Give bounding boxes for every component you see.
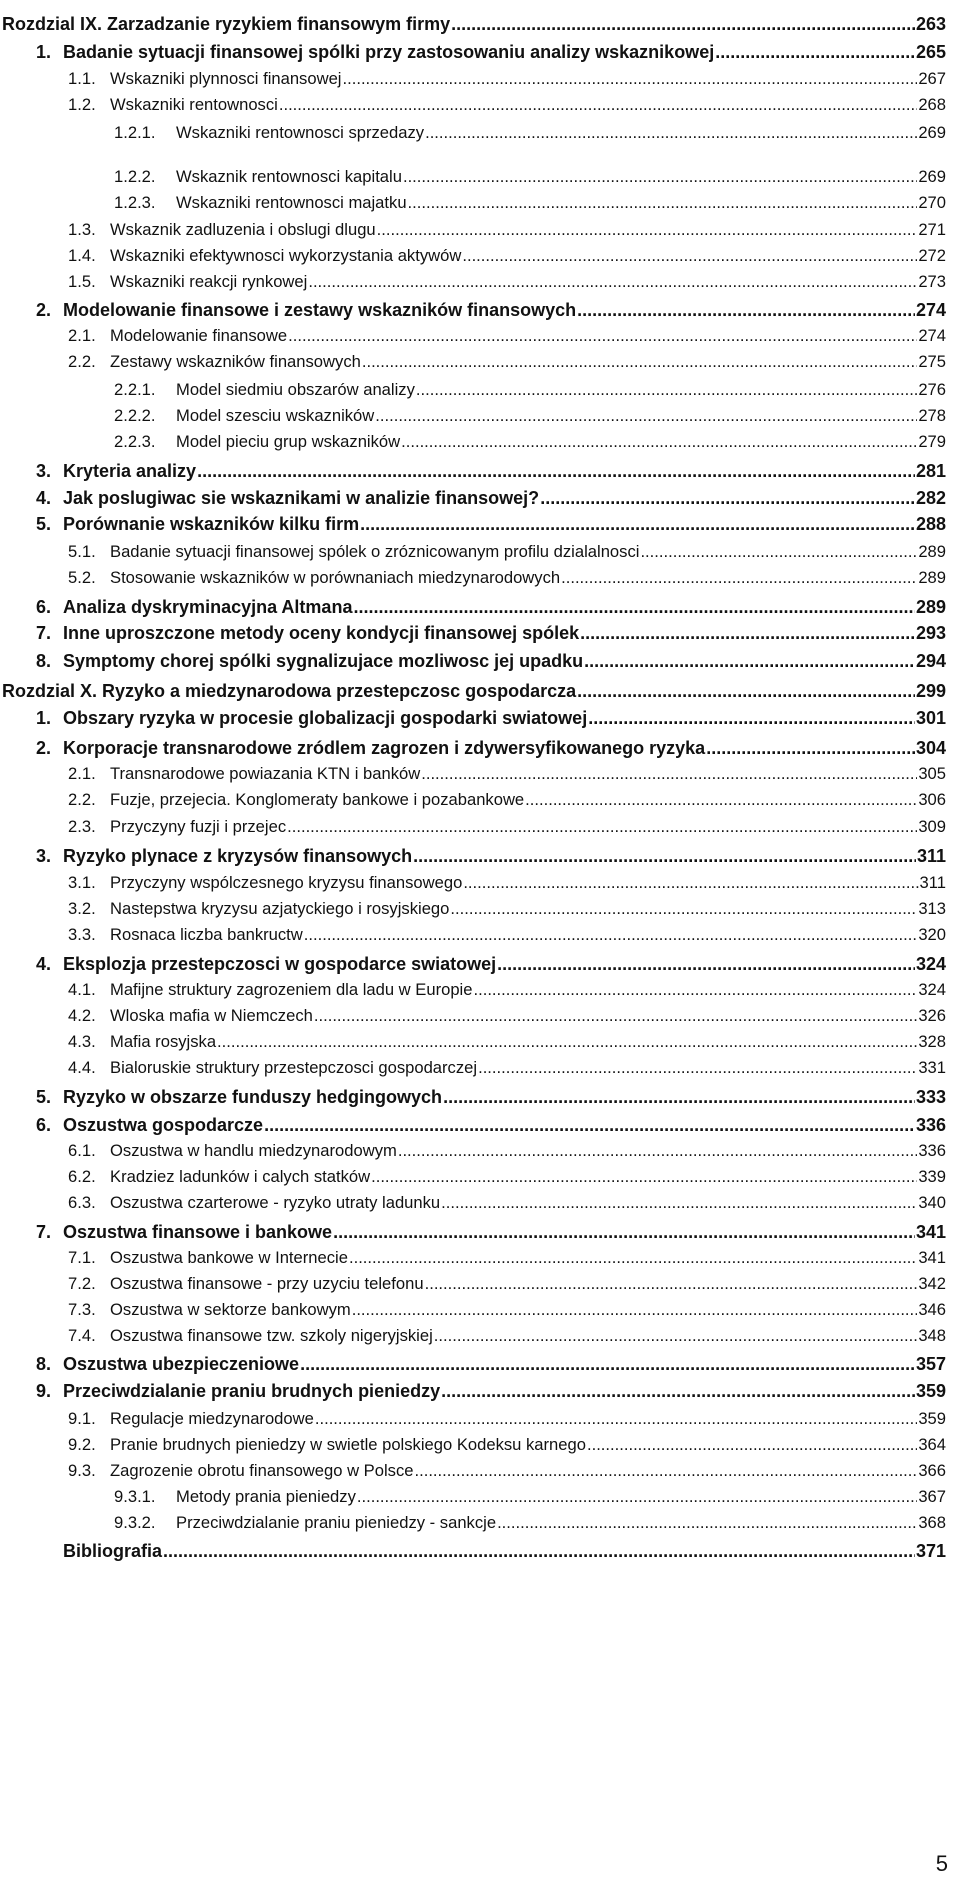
toc-entry (114, 432, 946, 458)
toc-entry (68, 326, 946, 352)
toc-entry-page: 346 (918, 1300, 946, 1319)
toc-entry (114, 1513, 946, 1539)
toc-entry-page: 263 (915, 14, 946, 34)
toc-entry-title: Porównanie wskazników kilku firm (63, 514, 360, 534)
toc-entry (68, 1435, 946, 1461)
toc-entry (68, 764, 946, 790)
toc-entry-page: 265 (915, 42, 946, 62)
dot-leader (441, 1193, 917, 1213)
toc-entry (68, 980, 946, 1006)
toc-entry (114, 1487, 946, 1513)
toc-entry-page: 371 (915, 1541, 946, 1561)
toc-entry (36, 708, 946, 734)
toc-entry-title: Regulacje miedzynarodowe (110, 1409, 314, 1428)
dot-leader (497, 954, 915, 975)
toc-entry (36, 651, 946, 677)
toc-entry-number: 3.2. (68, 899, 96, 918)
toc-entry-title: Ryzyko w obszarze funduszy hedgingowych (63, 1087, 443, 1107)
toc-entry-page: 341 (915, 1222, 946, 1242)
dot-leader (473, 980, 917, 1000)
toc-entry-number: 4.4. (68, 1058, 96, 1077)
toc-entry (114, 406, 946, 432)
dot-leader (451, 14, 915, 35)
toc-entry-page: 368 (918, 1513, 946, 1532)
toc-entry-number: 7.3. (68, 1300, 96, 1319)
toc-entry-number: 7.4. (68, 1326, 96, 1345)
toc-entry-page: 331 (918, 1058, 946, 1077)
toc-entry-page: 311 (919, 873, 946, 892)
toc-entry-page: 276 (918, 380, 946, 399)
toc-entry-title: Rozdzial IX. Zarzadzanie ryzykiem finansowym firmy (2, 14, 451, 34)
toc-entry (68, 568, 946, 594)
toc-entry-page: 366 (918, 1461, 946, 1480)
dot-leader (349, 1248, 917, 1268)
toc-entry-page: 299 (915, 681, 946, 701)
toc-entry (68, 1032, 946, 1058)
toc-entry-title: Przeciwdzialanie praniu brudnych pieniedzy (63, 1381, 441, 1401)
dot-leader (413, 846, 916, 867)
toc-entry-number: 7.2. (68, 1274, 96, 1293)
toc-entry (36, 738, 946, 764)
toc-entry (68, 1193, 946, 1219)
toc-entry-page: 313 (918, 899, 946, 918)
dot-leader (398, 1141, 917, 1161)
toc-entry (68, 1248, 946, 1274)
toc-entry-title: Model siedmiu obszarów analizy (176, 380, 415, 399)
toc-entry-page: 340 (918, 1193, 946, 1212)
dot-leader (416, 380, 917, 400)
toc-entry-title: Rosnaca liczba bankructw (110, 925, 303, 944)
toc-entry-number: 1.2. (68, 95, 96, 114)
toc-entry-number: 5.1. (68, 542, 96, 561)
dot-leader (497, 1513, 917, 1533)
toc-entry-title: Wskazniki rentownosci majatku (176, 193, 407, 212)
toc-entry-number: 9.1. (68, 1409, 96, 1428)
dot-leader (401, 432, 917, 452)
toc-entry-title: Wskazniki rentownosci sprzedazy (176, 123, 425, 142)
toc-entry (68, 1167, 946, 1193)
toc-entry-number: 9. (36, 1381, 52, 1401)
toc-entry-page: 364 (918, 1435, 946, 1454)
toc-entry (68, 246, 946, 272)
toc-entry (68, 95, 946, 121)
toc-entry-page: 336 (918, 1141, 946, 1160)
toc-entry (68, 1006, 946, 1032)
toc-entry (68, 272, 946, 298)
toc-entry-title: Mafia rosyjska (110, 1032, 217, 1051)
toc-entry (68, 220, 946, 246)
toc-entry-title: Analiza dyskryminacyjna Altmana (63, 597, 353, 617)
toc-entry-page: 341 (918, 1248, 946, 1267)
dot-leader (463, 873, 918, 893)
toc-entry-title: Ryzyko plynace z kryzysów finansowych (63, 846, 413, 866)
toc-entry-title: Wskazniki efektywnosci wykorzystania aktywów (110, 246, 462, 265)
toc-entry-page: 306 (918, 790, 946, 809)
toc-entry-page: 289 (918, 542, 946, 561)
dot-leader (434, 1326, 918, 1346)
dot-leader (360, 514, 915, 535)
toc-entry (36, 514, 946, 540)
toc-entry-page: 278 (918, 406, 946, 425)
toc-entry-number: 5. (36, 1087, 52, 1107)
toc-entry-page: 324 (915, 954, 946, 974)
toc-entry-number: 1.3. (68, 220, 96, 239)
toc-entry-title: Eksplozja przestepczosci w gospodarce swiatowej (63, 954, 497, 974)
toc-entry (68, 1461, 946, 1487)
dot-leader (315, 1409, 917, 1429)
toc-entry-number: 8. (36, 1354, 52, 1374)
toc-entry-page: 289 (918, 568, 946, 587)
toc-entry-title: Modelowanie finansowe i zestawy wskazników finansowych (63, 300, 577, 320)
toc-entry-title: Oszustwa finansowe tzw. szkoly nigeryjskiej (110, 1326, 433, 1345)
dot-leader (217, 1032, 917, 1052)
toc-entry-number: 7. (36, 1222, 52, 1242)
dot-leader (587, 1435, 917, 1455)
toc-entry-page: 320 (918, 925, 946, 944)
toc-entry-page: 274 (918, 326, 946, 345)
toc-entry-title: Wskazniki plynnosci finansowej (110, 69, 342, 88)
toc-entry (36, 300, 946, 326)
toc-entry (114, 167, 946, 193)
toc-entry-page: 336 (915, 1115, 946, 1135)
toc-entry-page: 304 (915, 738, 946, 758)
toc-entry-number: 3.1. (68, 873, 96, 892)
toc-entry-title: Wloska mafia w Niemczech (110, 1006, 313, 1025)
toc-entry-page: 348 (918, 1326, 946, 1345)
toc-entry (2, 14, 946, 40)
toc-entry-number: 7. (36, 623, 52, 643)
dot-leader (580, 623, 915, 644)
toc-entry-number: 3. (36, 461, 52, 481)
toc-entry-title: Bibliografia (63, 1541, 163, 1561)
toc-entry (36, 1354, 946, 1380)
dot-leader (462, 246, 917, 266)
toc-entry-page: 342 (918, 1274, 946, 1293)
toc-entry-page: 281 (915, 461, 946, 481)
toc-entry (36, 42, 946, 68)
toc-entry-number: 8. (36, 651, 52, 671)
dot-leader (264, 1115, 915, 1136)
toc-entry (36, 1381, 946, 1407)
toc-entry-title: Zagrozenie obrotu finansowego w Polsce (110, 1461, 414, 1480)
toc-entry-title: Oszustwa w handlu miedzynarodowym (110, 1141, 397, 1160)
toc-entry-title: Wskazniki reakcji rynkowej (110, 272, 308, 291)
dot-leader (450, 899, 917, 919)
toc-entry-page: 273 (918, 272, 946, 291)
toc-entry-page: 328 (918, 1032, 946, 1051)
dot-leader (408, 193, 918, 213)
toc-entry-page: 324 (918, 980, 946, 999)
dot-leader (343, 69, 918, 89)
toc-entry-number: 1.4. (68, 246, 96, 265)
toc-entry-number: 5.2. (68, 568, 96, 587)
dot-leader (371, 1167, 917, 1187)
toc-entry-page: 288 (915, 514, 946, 534)
toc-entry-page: 269 (918, 167, 946, 186)
toc-entry-title: Metody prania pieniedzy (176, 1487, 356, 1506)
toc-entry-title: Symptomy chorej spólki sygnalizujace mozliwosc jej upadku (63, 651, 584, 671)
toc-entry-title: Modelowanie finansowe (110, 326, 288, 345)
dot-leader (425, 1274, 918, 1294)
toc-entry-title: Obszary ryzyka w procesie globalizacji gospodarki swiatowej (63, 708, 588, 728)
dot-leader (414, 1461, 917, 1481)
toc-entry (68, 352, 946, 378)
toc-entry-page: 289 (915, 597, 946, 617)
toc-entry-number: 1.1. (68, 69, 96, 88)
toc-entry-page: 359 (918, 1409, 946, 1428)
toc-entry-number: 6.1. (68, 1141, 96, 1160)
toc-entry-title: Oszustwa gospodarcze (63, 1115, 264, 1135)
toc-entry-number: 2. (36, 300, 52, 320)
toc-entry-number: 1.2.3. (114, 193, 156, 212)
toc-entry (114, 123, 946, 149)
toc-entry-title: Kradziez ladunków i calych statków (110, 1167, 371, 1186)
toc-entry-number: 2.2.3. (114, 432, 156, 451)
toc-entry-page: 268 (918, 95, 946, 114)
toc-entry-title: Bialoruskie struktury przestepczosci gospodarczej (110, 1058, 478, 1077)
toc-entry-title: Badanie sytuacji finansowej spólek o zróznicowanym profilu dzialalnosci (110, 542, 640, 561)
toc-entry-title: Wskaznik zadluzenia i obslugi dlugu (110, 220, 376, 239)
dot-leader (362, 352, 917, 372)
toc-entry-title: Oszustwa w sektorze bankowym (110, 1300, 351, 1319)
toc-entry (36, 623, 946, 649)
toc-entry-page: 293 (915, 623, 946, 643)
toc-entry-page: 357 (915, 1354, 946, 1374)
toc-entry-title: Stosowanie wskazników w porównaniach miedzynarodowych (110, 568, 561, 587)
dot-leader (375, 406, 917, 426)
toc-entry-title: Badanie sytuacji finansowej spólki przy zastosowaniu analizy wskaznikowej (63, 42, 715, 62)
dot-leader (706, 738, 915, 759)
dot-leader (300, 1354, 915, 1375)
toc-entry-page: 282 (915, 488, 946, 508)
toc-entry-number: 5. (36, 514, 52, 534)
toc-entry (114, 193, 946, 219)
page-number: 5 (935, 1851, 948, 1876)
toc-entry (2, 681, 946, 707)
toc-entry (68, 1058, 946, 1084)
toc-entry (36, 954, 946, 980)
toc-entry-page: 367 (918, 1487, 946, 1506)
toc-entry (68, 69, 946, 95)
toc-entry-page: 359 (915, 1381, 946, 1401)
toc-entry-title: Transnarodowe powiazania KTN i banków (110, 764, 421, 783)
dot-leader (287, 817, 917, 837)
dot-leader (352, 1300, 918, 1320)
dot-leader (304, 925, 918, 945)
toc-entry (68, 873, 946, 899)
toc-entry-number: 2.2. (68, 790, 96, 809)
toc-entry-number: 2. (36, 738, 52, 758)
toc-entry (63, 1541, 946, 1567)
toc-entry-title: Oszustwa czarterowe - ryzyko utraty ladunku (110, 1193, 441, 1212)
toc-entry-title: Mafijne struktury zagrozeniem dla ladu w Europie (110, 980, 473, 999)
toc-entry-number: 2.1. (68, 764, 96, 783)
toc-entry-title: Przyczyny wspólczesnego kryzysu finansowego (110, 873, 463, 892)
toc-entry-number: 2.1. (68, 326, 96, 345)
toc-entry (68, 1141, 946, 1167)
toc-entry-page: 272 (918, 246, 946, 265)
toc-entry-number: 3.3. (68, 925, 96, 944)
toc-entry (68, 1274, 946, 1300)
toc-entry-number: 4. (36, 954, 52, 974)
toc-entry (68, 925, 946, 951)
dot-leader (333, 1222, 915, 1243)
dot-leader (163, 1541, 915, 1562)
toc-entry-page: 305 (918, 764, 946, 783)
toc-entry-number: 2.2.2. (114, 406, 156, 425)
toc-entry (68, 542, 946, 568)
toc-entry-number: 4. (36, 488, 52, 508)
toc-entry-title: Kryteria analizy (63, 461, 197, 481)
dot-leader (353, 597, 915, 618)
dot-leader (715, 42, 915, 63)
toc-entry-number: 1.5. (68, 272, 96, 291)
toc-entry-page: 309 (918, 817, 946, 836)
toc-entry-number: 2.3. (68, 817, 96, 836)
dot-leader (425, 123, 917, 143)
dot-leader (588, 708, 915, 729)
dot-leader (403, 167, 917, 187)
toc-entry-number: 6.3. (68, 1193, 96, 1212)
toc-entry-page: 270 (918, 193, 946, 212)
toc-entry-number: 3. (36, 846, 52, 866)
toc-entry-title: Rozdzial X. Ryzyko a miedzynarodowa przestepczosc gospodarcza (2, 681, 577, 701)
dot-leader (561, 568, 917, 588)
dot-leader (441, 1381, 915, 1402)
toc-entry-title: Jak poslugiwac sie wskaznikami w analizie finansowej? (63, 488, 540, 508)
dot-leader (584, 651, 915, 672)
toc-entry (68, 899, 946, 925)
toc-entry (68, 1409, 946, 1435)
toc-entry-page: 301 (915, 708, 946, 728)
dot-leader (279, 95, 917, 115)
toc-entry-number: 9.3.1. (114, 1487, 156, 1506)
toc-entry-page: 271 (918, 220, 946, 239)
toc-entry (36, 597, 946, 623)
toc-entry-number: 6. (36, 1115, 52, 1135)
toc-entry-number: 2.2. (68, 352, 96, 371)
toc-entry-title: Nastepstwa kryzysu azjatyckiego i rosyjskiego (110, 899, 450, 918)
toc-entry-page: 275 (918, 352, 946, 371)
toc-entry-number: 4.1. (68, 980, 96, 999)
dot-leader (525, 790, 917, 810)
dot-leader (577, 681, 915, 702)
dot-leader (314, 1006, 917, 1026)
toc-entry-number: 6.2. (68, 1167, 96, 1186)
toc-entry-number: 9.3. (68, 1461, 96, 1480)
dot-leader (443, 1087, 915, 1108)
dot-leader (478, 1058, 917, 1078)
toc-entry-number: 1. (36, 708, 52, 728)
toc-entry-page: 267 (918, 69, 946, 88)
toc-entry (36, 488, 946, 514)
dot-leader (377, 220, 918, 240)
dot-leader (640, 542, 917, 562)
dot-leader (357, 1487, 917, 1507)
toc-entry (68, 1300, 946, 1326)
toc-entry (68, 1326, 946, 1352)
toc-entry-title: Model szesciu wskazników (176, 406, 375, 425)
toc-entry-title: Model pieciu grup wskazników (176, 432, 401, 451)
toc-entry-number: 1.2.1. (114, 123, 156, 142)
toc-entry-page: 279 (918, 432, 946, 451)
toc-entry-number: 1. (36, 42, 52, 62)
toc-entry-number: 9.3.2. (114, 1513, 156, 1532)
dot-leader (540, 488, 915, 509)
toc-entry-title: Oszustwa finansowe - przy uzyciu telefonu (110, 1274, 424, 1293)
toc-entry (36, 1222, 946, 1248)
toc-entry-page: 311 (916, 846, 946, 866)
toc-entry-title: Oszustwa ubezpieczeniowe (63, 1354, 300, 1374)
toc-entry (36, 1087, 946, 1113)
toc-entry-title: Przeciwdzialanie praniu pieniedzy - sankcje (176, 1513, 497, 1532)
toc-entry-title: Wskazniki rentownosci (110, 95, 278, 114)
toc-entry-page: 339 (918, 1167, 946, 1186)
dot-leader (197, 461, 915, 482)
toc-entry-number: 7.1. (68, 1248, 96, 1267)
toc-entry-number: 1.2.2. (114, 167, 156, 186)
toc-entry-title: Fuzje, przejecia. Konglomeraty bankowe i pozabankowe (110, 790, 525, 809)
toc-entry (68, 817, 946, 843)
toc-entry-title: Oszustwa bankowe w Internecie (110, 1248, 348, 1267)
toc-entry (68, 790, 946, 816)
toc-entry (36, 846, 946, 872)
dot-leader (421, 764, 917, 784)
dot-leader (308, 272, 917, 292)
toc-entry-title: Zestawy wskazników finansowych (110, 352, 361, 371)
toc-entry-page: 269 (918, 123, 946, 142)
toc-entry-number: 4.3. (68, 1032, 96, 1051)
dot-leader (288, 326, 917, 346)
toc-entry-title: Pranie brudnych pieniedzy w swietle polskiego Kodeksu karnego (110, 1435, 586, 1454)
toc-entry (36, 1115, 946, 1141)
toc-entry-title: Oszustwa finansowe i bankowe (63, 1222, 333, 1242)
toc-entry-number: 9.2. (68, 1435, 96, 1454)
toc-entry (36, 461, 946, 487)
toc-entry-title: Korporacje transnarodowe zródlem zagrozen i zdywersyfikowanego ryzyka (63, 738, 706, 758)
toc-entry-page: 294 (915, 651, 946, 671)
toc-entry (114, 380, 946, 406)
toc-entry-number: 4.2. (68, 1006, 96, 1025)
toc-entry-page: 274 (915, 300, 946, 320)
toc-entry-page: 333 (915, 1087, 946, 1107)
toc-entry-number: 6. (36, 597, 52, 617)
dot-leader (577, 300, 915, 321)
toc-entry-title: Wskaznik rentownosci kapitalu (176, 167, 402, 186)
toc-entry-title: Przyczyny fuzji i przejec (110, 817, 287, 836)
toc-entry-number: 2.2.1. (114, 380, 156, 399)
toc-entry-page: 326 (918, 1006, 946, 1025)
toc-entry-title: Inne uproszczone metody oceny kondycji finansowej spólek (63, 623, 580, 643)
